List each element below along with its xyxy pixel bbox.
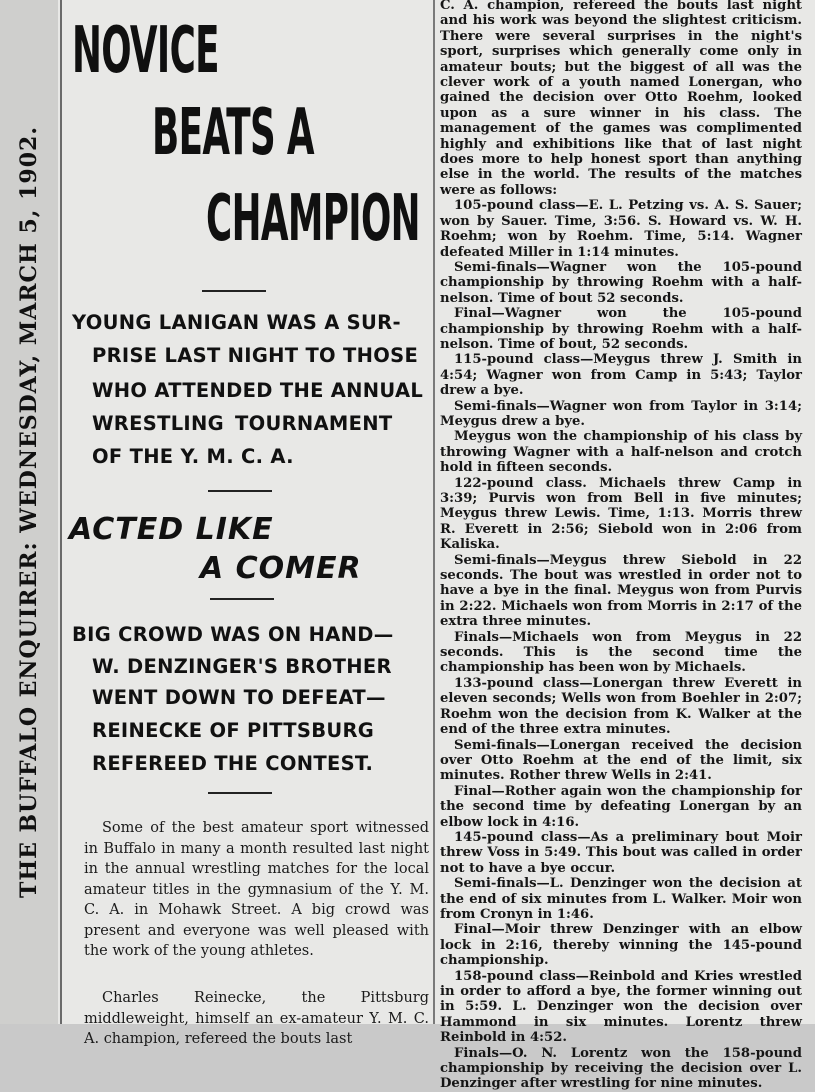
body-paragraph-1: Some of the best amateur sport witnessed in Buffalo in many a month resulted last night in the annual wrestling matches for the local amateur titles in the gymnasium of the Y. M. C. A. in Mohawk Street. A big crowd was present and everyone was well pleased with the work of the young athletes. xyxy=(84,820,429,959)
deck3-line: REFEREED THE CONTEST. xyxy=(92,752,374,775)
headline-line-3: CHAMPION xyxy=(206,182,420,256)
result-item: Semi-finals—Wagner won the 105-pound championship by throwing Roehm with a half-nelson. Time of bout 52 seconds. xyxy=(440,259,802,306)
deck3-line: BIG CROWD WAS ON HAND— xyxy=(72,623,394,646)
result-item: Semi-finals—L. Denzinger won the decision at the end of six minutes from L. Walker. Moir won from Cronyn in 1:46. xyxy=(440,876,802,922)
result-item: Final—Rother again won the championship for the second time by defeating Lonergan by an elbow lock in 4:16. xyxy=(440,783,802,830)
result-item: Final—Moir threw Denzinger with an elbow lock in 2:16, thereby winning the 145-pound championship. xyxy=(440,922,802,969)
divider xyxy=(208,490,272,492)
result-item: Semi-finals—Meygus threw Siebold in 22 seconds. The bout was wrestled in order not to have a bye in the final. Meygus won from Purvis in 2:22. Michaels won from Morris in 2:17 of the extra three minutes. xyxy=(440,552,802,630)
right-intro-paragraph: C. A. champion, refereed the bouts last night and his work was beyond the slightest criticism. There were several surprises in the night's sport, surprises which generally come only in amateur bouts; but the biggest of all was the clever work of a youth named Lonergan, who gained the decision over Otto Roehm, looked upon as a sure winner in his class. The management of the games was complimented highly and exhibitions like that of last night does more to help honest sport than anything else in the world. The results of the matches were as follows: xyxy=(440,0,802,198)
result-item: 115-pound class—Meygus threw J. Smith in 4:54; Wagner won from Camp in 5:43; Taylor drew a bye. xyxy=(440,352,802,399)
result-item: 105-pound class—E. L. Petzing vs. A. S. Sauer; won by Sauer. Time, 3:56. S. Howard vs. W. H. Roehm; won by Roehm. Time, 5:14. Wagner defeated Miller in 1:14 minutes. xyxy=(440,198,802,260)
deck2-line: A COMER xyxy=(200,551,362,586)
deck1-line: WRESTLING TOURNAMENT xyxy=(92,412,393,435)
body-paragraph-2: Charles Reinecke, the Pittsburg middleweight, himself an ex-amateur Y. M. C. A. champion, refereed the bouts last xyxy=(84,990,429,1047)
result-item: Finals—O. N. Lorentz won the 158-pound championship by receiving the decision over L. Denzinger after wrestling for nine minutes. xyxy=(440,1045,802,1092)
result-item: 133-pound class—Lonergan threw Everett in eleven seconds; Wells won from Boehler in 2:07; Roehm won the decision from K. Walker at the end of the three extra minutes. xyxy=(440,675,802,738)
headline-line-2: BEATS A xyxy=(152,96,314,170)
deck3-line: REINECKE OF PITTSBURG xyxy=(92,719,375,742)
deck1-line: PRISE LAST NIGHT TO THOSE xyxy=(92,344,419,367)
headline-line-1: NOVICE xyxy=(72,14,219,88)
result-item: Final—Wagner won the 105-pound championship by throwing Roehm with a half-nelson. Time of bout, 52 seconds. xyxy=(440,306,802,352)
column-rule-left xyxy=(60,0,62,1024)
deck3-line: WENT DOWN TO DEFEAT— xyxy=(92,686,386,709)
result-item: Meygus won the championship of his class by throwing Wagner with a half-nelson and crotch hold in fifteen seconds. xyxy=(440,429,802,476)
deck3-line: W. DENZINGER'S BROTHER xyxy=(92,655,392,678)
masthead-spine xyxy=(0,0,58,1024)
result-item: 122-pound class. Michaels threw Camp in 3:39; Purvis won from Bell in five minutes; Meygus threw Lewis. Time, 1:13. Morris threw R. Everett in 2:56; Siebold won in 2:06 from Kaliska. xyxy=(440,475,802,553)
result-item: Semi-finals—Wagner won from Taylor in 3:14; Meygus drew a bye. xyxy=(440,398,802,429)
deck2-line: ACTED LIKE xyxy=(69,512,274,547)
divider xyxy=(202,290,266,292)
divider xyxy=(208,792,272,794)
divider xyxy=(210,598,274,600)
column-rule-middle xyxy=(433,0,435,1024)
result-item: 158-pound class—Reinbold and Kries wrestled in order to afford a bye, the former winning out in 5:59. L. Denzinger won the decision over Hammond in six minutes. Lorentz threw Reinbold in 4:52. xyxy=(440,968,802,1046)
deck1-line: YOUNG LANIGAN WAS A SUR- xyxy=(72,311,401,334)
deck1-line: OF THE Y. M. C. A. xyxy=(92,445,294,468)
deck1-line: WHO ATTENDED THE ANNUAL xyxy=(92,379,424,402)
result-item: 145-pound class—As a preliminary bout Moir threw Voss in 5:49. This bout was called in order not to have a bye occur. xyxy=(440,829,802,876)
left-column xyxy=(64,0,430,1047)
masthead-date-line: THE BUFFALO ENQUIRER: WEDNESDAY, MARCH 5, 1902. xyxy=(16,125,42,899)
result-item: Semi-finals—Lonergan received the decision over Otto Roehm at the end of the limit, six minutes. Rother threw Wells in 2:41. xyxy=(440,737,802,784)
result-item: Finals—Michaels won from Meygus in 22 seconds. This is the second time the championship has been won by Michaels. xyxy=(440,629,802,676)
right-column xyxy=(440,0,802,1092)
